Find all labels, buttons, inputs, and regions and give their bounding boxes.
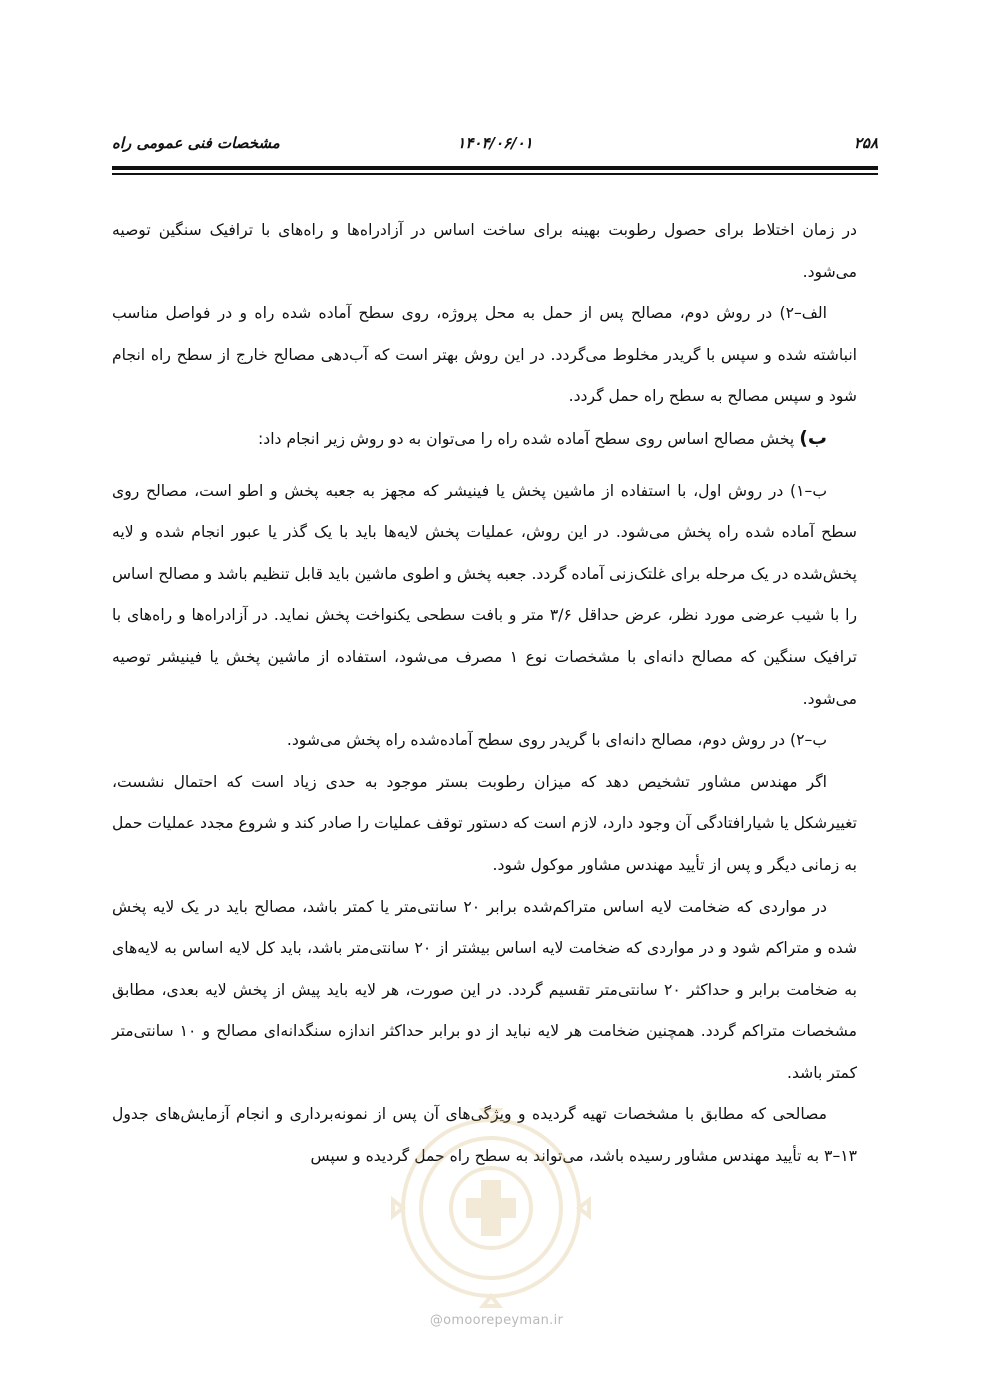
page-number: ۲۵۸ bbox=[853, 134, 878, 152]
paragraph-be-1: ب–۱) در روش اول، با استفاده از ماشین پخش یا فینیشر که مجهز به جعبه پخش و اطو است، مصالح روی سطح آماده شده راه پخش می‌شود. در این روش، عملیات پخش لایه‌ها باید با یک گذر یا عبور انجام شده و لایه پخش‌شده در یک مرحله برای غلتک‌زنی آماده گردد. جعبه پخش و اطوی ماشین باید قابل تنظیم باشد و مصالح اساس را با شیب عرضی مورد نظر، عرض حداقل ۳/۶ متر و بافت سطحی یکنواخت پخش نماید. در آزادراه‌ها و راه‌های با ترافیک سنگین که مصالح دانه‌ای با مشخصات نوع ۱ مصرف می‌شود، استفاده از ماشین پخش یا فینیشر توصیه می‌شود. bbox=[112, 481, 857, 708]
header-rule-thick bbox=[112, 166, 878, 170]
header-title: مشخصات فنی عمومی راه bbox=[112, 134, 280, 152]
paragraph-materials: مصالحی که مطابق با مشخصات تهیه گردیده و ویژگی‌های آن پس از نمونه‌برداری و انجام آزمایش‌های جدول ۱۳–۳ به تأیید مهندس مشاور رسیده باشد، می‌تواند به سطح راه حمل گردیده و سپس bbox=[112, 1105, 857, 1166]
document-body bbox=[112, 210, 857, 1178]
watermark-text: @omoorepeyman.ir bbox=[429, 1313, 564, 1328]
paragraph-layer-thickness: در مواردی که ضخامت لایه اساس متراکم‌شده برابر ۲۰ سانتی‌متر یا کمتر باشد، مصالح باید در یک لایه پخش شده و متراکم شود و در مواردی که ضخامت لایه اساس بیشتر از ۲۰ سانتی‌متر باشد، باید کل لایه اساس به لایه‌های به ضخامت برابر و حداکثر ۲۰ سانتی‌متر تقسیم گردد. در این صورت، هر لایه باید پیش از پخش لایه بعدی، مطابق مشخصات متراکم گردد. همچنین ضخامت هر لایه نباید از دو برابر حداکثر اندازه سنگدانه‌ای مصالح و ۱۰ سانتی‌متر کمتر باشد. bbox=[112, 897, 858, 1082]
paragraph-be-text: پخش مصالح اساس روی سطح آماده شده راه را می‌توان به دو روش زیر انجام داد: bbox=[258, 429, 795, 448]
paragraph-alef-2: الف–۲) در روش دوم، مصالح پس از حمل به محل پروژه، روی سطح آماده شده راه و در فواصل مناسب انباشته شده و سپس با گریدر مخلوط می‌گردد. در این روش بهتر است که آب‌دهی مصالح خارج از سطح راه انجام شود و سپس مصالح به سطح راه حمل گردد. bbox=[112, 304, 857, 406]
paragraph-be-heading bbox=[112, 418, 857, 461]
bullet-label-be: ب) bbox=[799, 426, 827, 449]
header-rule-thin bbox=[112, 173, 878, 175]
paragraph-continuation: در زمان اختلاط برای حصول رطوبت بهینه برای ساخت اساس در آزادراه‌ها و راه‌های با ترافیک سنگین توصیه می‌شود. bbox=[112, 221, 857, 281]
page-header bbox=[112, 126, 878, 162]
header-date: ۱۴۰۴/۰۶/۰۱ bbox=[457, 134, 533, 152]
paragraph-be-2: ب–۲) در روش دوم، مصالح دانه‌ای با گریدر روی سطح آماده‌شده راه پخش می‌شود. bbox=[286, 731, 827, 750]
paragraph-moisture: اگر مهندس مشاور تشخیص دهد که میزان رطوبت بستر موجود به حدی زیاد است که احتمال نشست، تغییرشکل یا شیارافتادگی آن وجود دارد، لازم است که دستور توقف عملیات را صادر کند و شروع مجدد عملیات حمل به زمانی دیگر و پس از تأیید مهندس مشاور موکول شود. bbox=[112, 772, 857, 874]
